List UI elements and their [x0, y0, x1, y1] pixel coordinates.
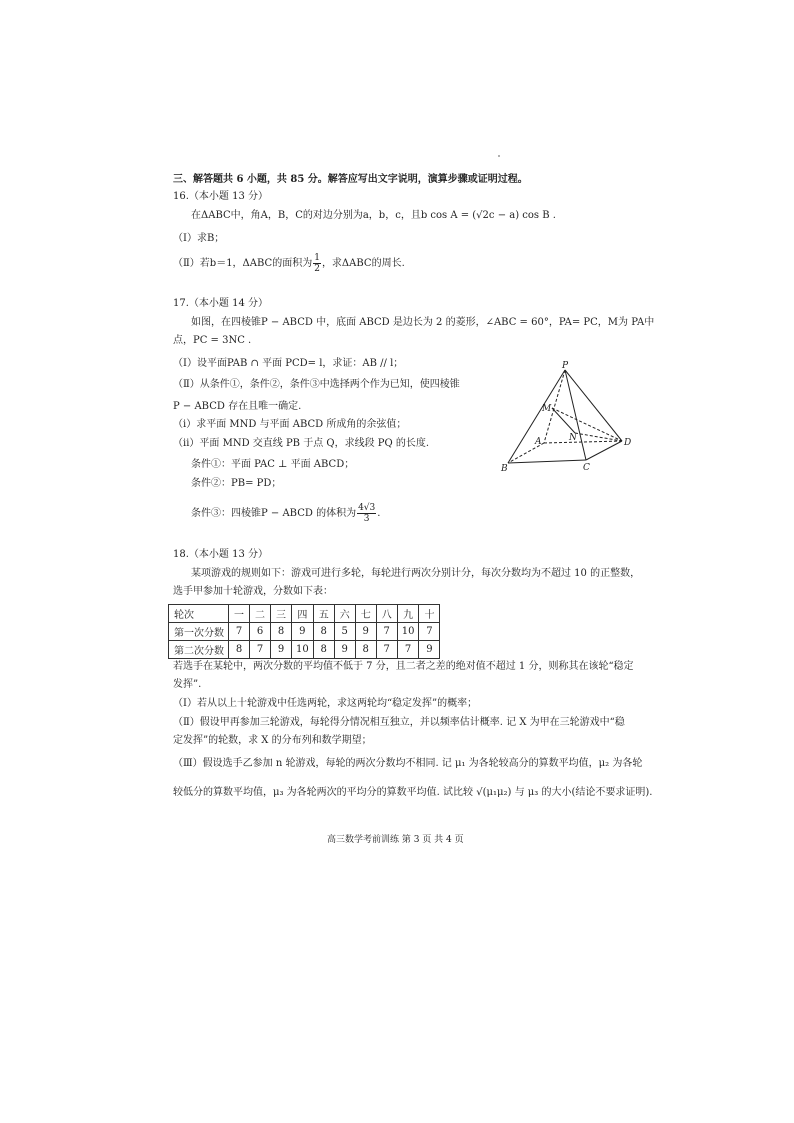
q16-part2-text: （Ⅱ）若b＝1，ΔABC的面积为	[173, 258, 313, 269]
label-C: C	[583, 463, 590, 473]
table-cell: 5	[334, 623, 355, 641]
edge-CD	[586, 441, 622, 460]
q18-rule-line2: 发挥”.	[173, 679, 202, 690]
table-cell: 五	[313, 605, 334, 623]
table-cell: 十	[419, 605, 440, 623]
q18-part2-line2: 定发挥”的轮数，求 X 的分布列和数学期望；	[173, 735, 372, 746]
q18-part3-line2: 较低分的算数平均值，μ₃ 为各轮两次的平均分的算数平均值. 试比较 √(μ₁μ₂) 与 μ₃ 的大小(结论不要求证明).	[173, 787, 653, 798]
q16-number: 16.（本小题 13 分）	[173, 191, 268, 202]
edge-MN	[552, 408, 575, 433]
table-cell: 9	[292, 623, 314, 641]
table-cell: 10	[292, 641, 314, 659]
label-P: P	[562, 361, 569, 371]
q17-cond3-den: 3	[363, 514, 370, 524]
table-cell: 8	[313, 641, 334, 659]
table-cell: 四	[292, 605, 314, 623]
table-row	[169, 623, 440, 641]
q17-condition2: 条件②：PB= PD；	[191, 478, 282, 489]
table-cell: 10	[397, 623, 419, 641]
table-cell: 8	[229, 641, 250, 659]
table-cell: 九	[397, 605, 419, 623]
score-table	[168, 604, 440, 659]
table-cell: 轮次	[169, 605, 229, 623]
table-cell: 7	[376, 641, 397, 659]
label-N: N	[569, 433, 577, 443]
label-M: M	[542, 404, 552, 414]
q17-cond3-num: 4√3	[358, 503, 376, 513]
pyramid-figure	[495, 360, 635, 475]
q17-stem-line1: 如图，在四棱锥P − ABCD 中，底面 ABCD 是边长为 2 的菱形，∠ABC = 60°，PA= PC，M为 PA中	[191, 317, 655, 328]
edge-AD	[544, 441, 622, 443]
section-header: 三、解答题共 6 小题，共 85 分。解答应写出文字说明，演算步骤或证明过程。	[173, 174, 528, 185]
q17-number: 17.（本小题 14 分）	[173, 298, 268, 309]
q17-sub1: （ⅰ）求平面 MND 与平面 ABCD 所成角的余弦值；	[173, 419, 407, 430]
edge-MD	[552, 408, 622, 441]
table-cell: 三	[271, 605, 292, 623]
table-cell: 六	[334, 605, 355, 623]
label-B: B	[501, 464, 508, 474]
q17-cond3-text: 条件③：四棱锥P − ABCD 的体积为	[191, 508, 357, 519]
q18-intro-line1: 某项游戏的规则如下：游戏可进行多轮，每轮进行两次分别计分，每次分数均为不超过 10 的正整数，	[191, 568, 641, 579]
table-cell: 7	[419, 623, 440, 641]
q16-fraction	[313, 253, 321, 274]
q18-part1: （Ⅰ）若从以上十轮游戏中任选两轮，求这两轮均“稳定发挥”的概率；	[173, 698, 478, 709]
q18-part2-line1: （Ⅱ）假设甲再参加三轮游戏，每轮得分情况相互独立，并以频率估计概率. 记 X 为甲在三轮游戏中“稳	[173, 717, 625, 728]
q16-part1: （Ⅰ）求B；	[173, 233, 225, 244]
q17-sub2: （ⅱ）平面 MND 交直线 PB 于点 Q，求线段 PQ 的长度.	[173, 438, 430, 449]
q16-frac-den: 2	[314, 264, 320, 274]
table-row	[169, 641, 440, 659]
label-A: A	[535, 437, 542, 447]
q18-intro-line2: 选手甲参加十轮游戏，分数如下表：	[173, 586, 333, 597]
table-cell: 6	[250, 623, 271, 641]
table-cell: 一	[229, 605, 250, 623]
q17-condition1: 条件①：平面 PAC ⊥ 平面 ABCD；	[191, 459, 355, 470]
q17-part2-line2: P − ABCD 存在且唯一确定.	[173, 401, 302, 412]
label-D: D	[624, 438, 632, 448]
table-cell: 7	[376, 623, 397, 641]
q17-cond3-tail: .	[377, 508, 381, 519]
q18-part3-line1: （Ⅲ）假设选手乙参加 n 轮游戏，每轮的两次分数均不相同. 记 μ₁ 为各轮较高分的算数平均值，μ₂ 为各轮	[173, 758, 643, 769]
table-cell: 8	[313, 623, 334, 641]
q16-part2-tail: ，求ΔABC的周长.	[321, 258, 405, 269]
edge-PB	[508, 370, 565, 463]
q17-condition3	[191, 503, 380, 524]
table-cell: 7	[397, 641, 419, 659]
table-cell: 二	[250, 605, 271, 623]
table-cell: 7	[229, 623, 250, 641]
table-cell: 9	[334, 641, 355, 659]
table-cell: 7	[250, 641, 271, 659]
q16-part2	[173, 253, 405, 274]
table-cell: 第一次分数	[169, 623, 229, 641]
q17-part2-line1: （Ⅱ）从条件①，条件②，条件③中选择两个作为已知，使四棱锥	[173, 379, 460, 390]
edge-BC	[508, 460, 586, 463]
page-footer: 高三数学考前训练 第 3 页 共 4 页	[327, 835, 464, 845]
q17-part1: （Ⅰ）设平面PAB ∩ 平面 PCD= l，求证：AB // l；	[173, 358, 404, 369]
q18-rule-line1: 若选手在某轮中，两次分数的平均值不低于 7 分，且二者之差的绝对值不超过 1 分，则称其在该轮“稳定	[173, 661, 634, 672]
q18-number: 18.（本小题 13 分）	[173, 549, 268, 560]
q17-stem-line2: 点，PC = 3NC .	[173, 335, 252, 346]
q16-frac-num: 1	[314, 253, 320, 263]
table-cell: 七	[355, 605, 376, 623]
table-cell: 8	[271, 623, 292, 641]
table-cell: 9	[355, 623, 376, 641]
table-cell: 8	[355, 641, 376, 659]
q16-stem: 在ΔABC中，角A，B，C的对边分别为a，b，c，且b cos A = (√2c − a) cos B .	[191, 210, 556, 221]
q17-cond3-fraction	[357, 503, 376, 524]
edge-ND	[575, 433, 622, 441]
table-cell: 第二次分数	[169, 641, 229, 659]
table-cell: 9	[271, 641, 292, 659]
scan-speck	[498, 155, 500, 157]
table-header-row	[169, 605, 440, 623]
table-cell: 9	[419, 641, 440, 659]
table-cell: 八	[376, 605, 397, 623]
